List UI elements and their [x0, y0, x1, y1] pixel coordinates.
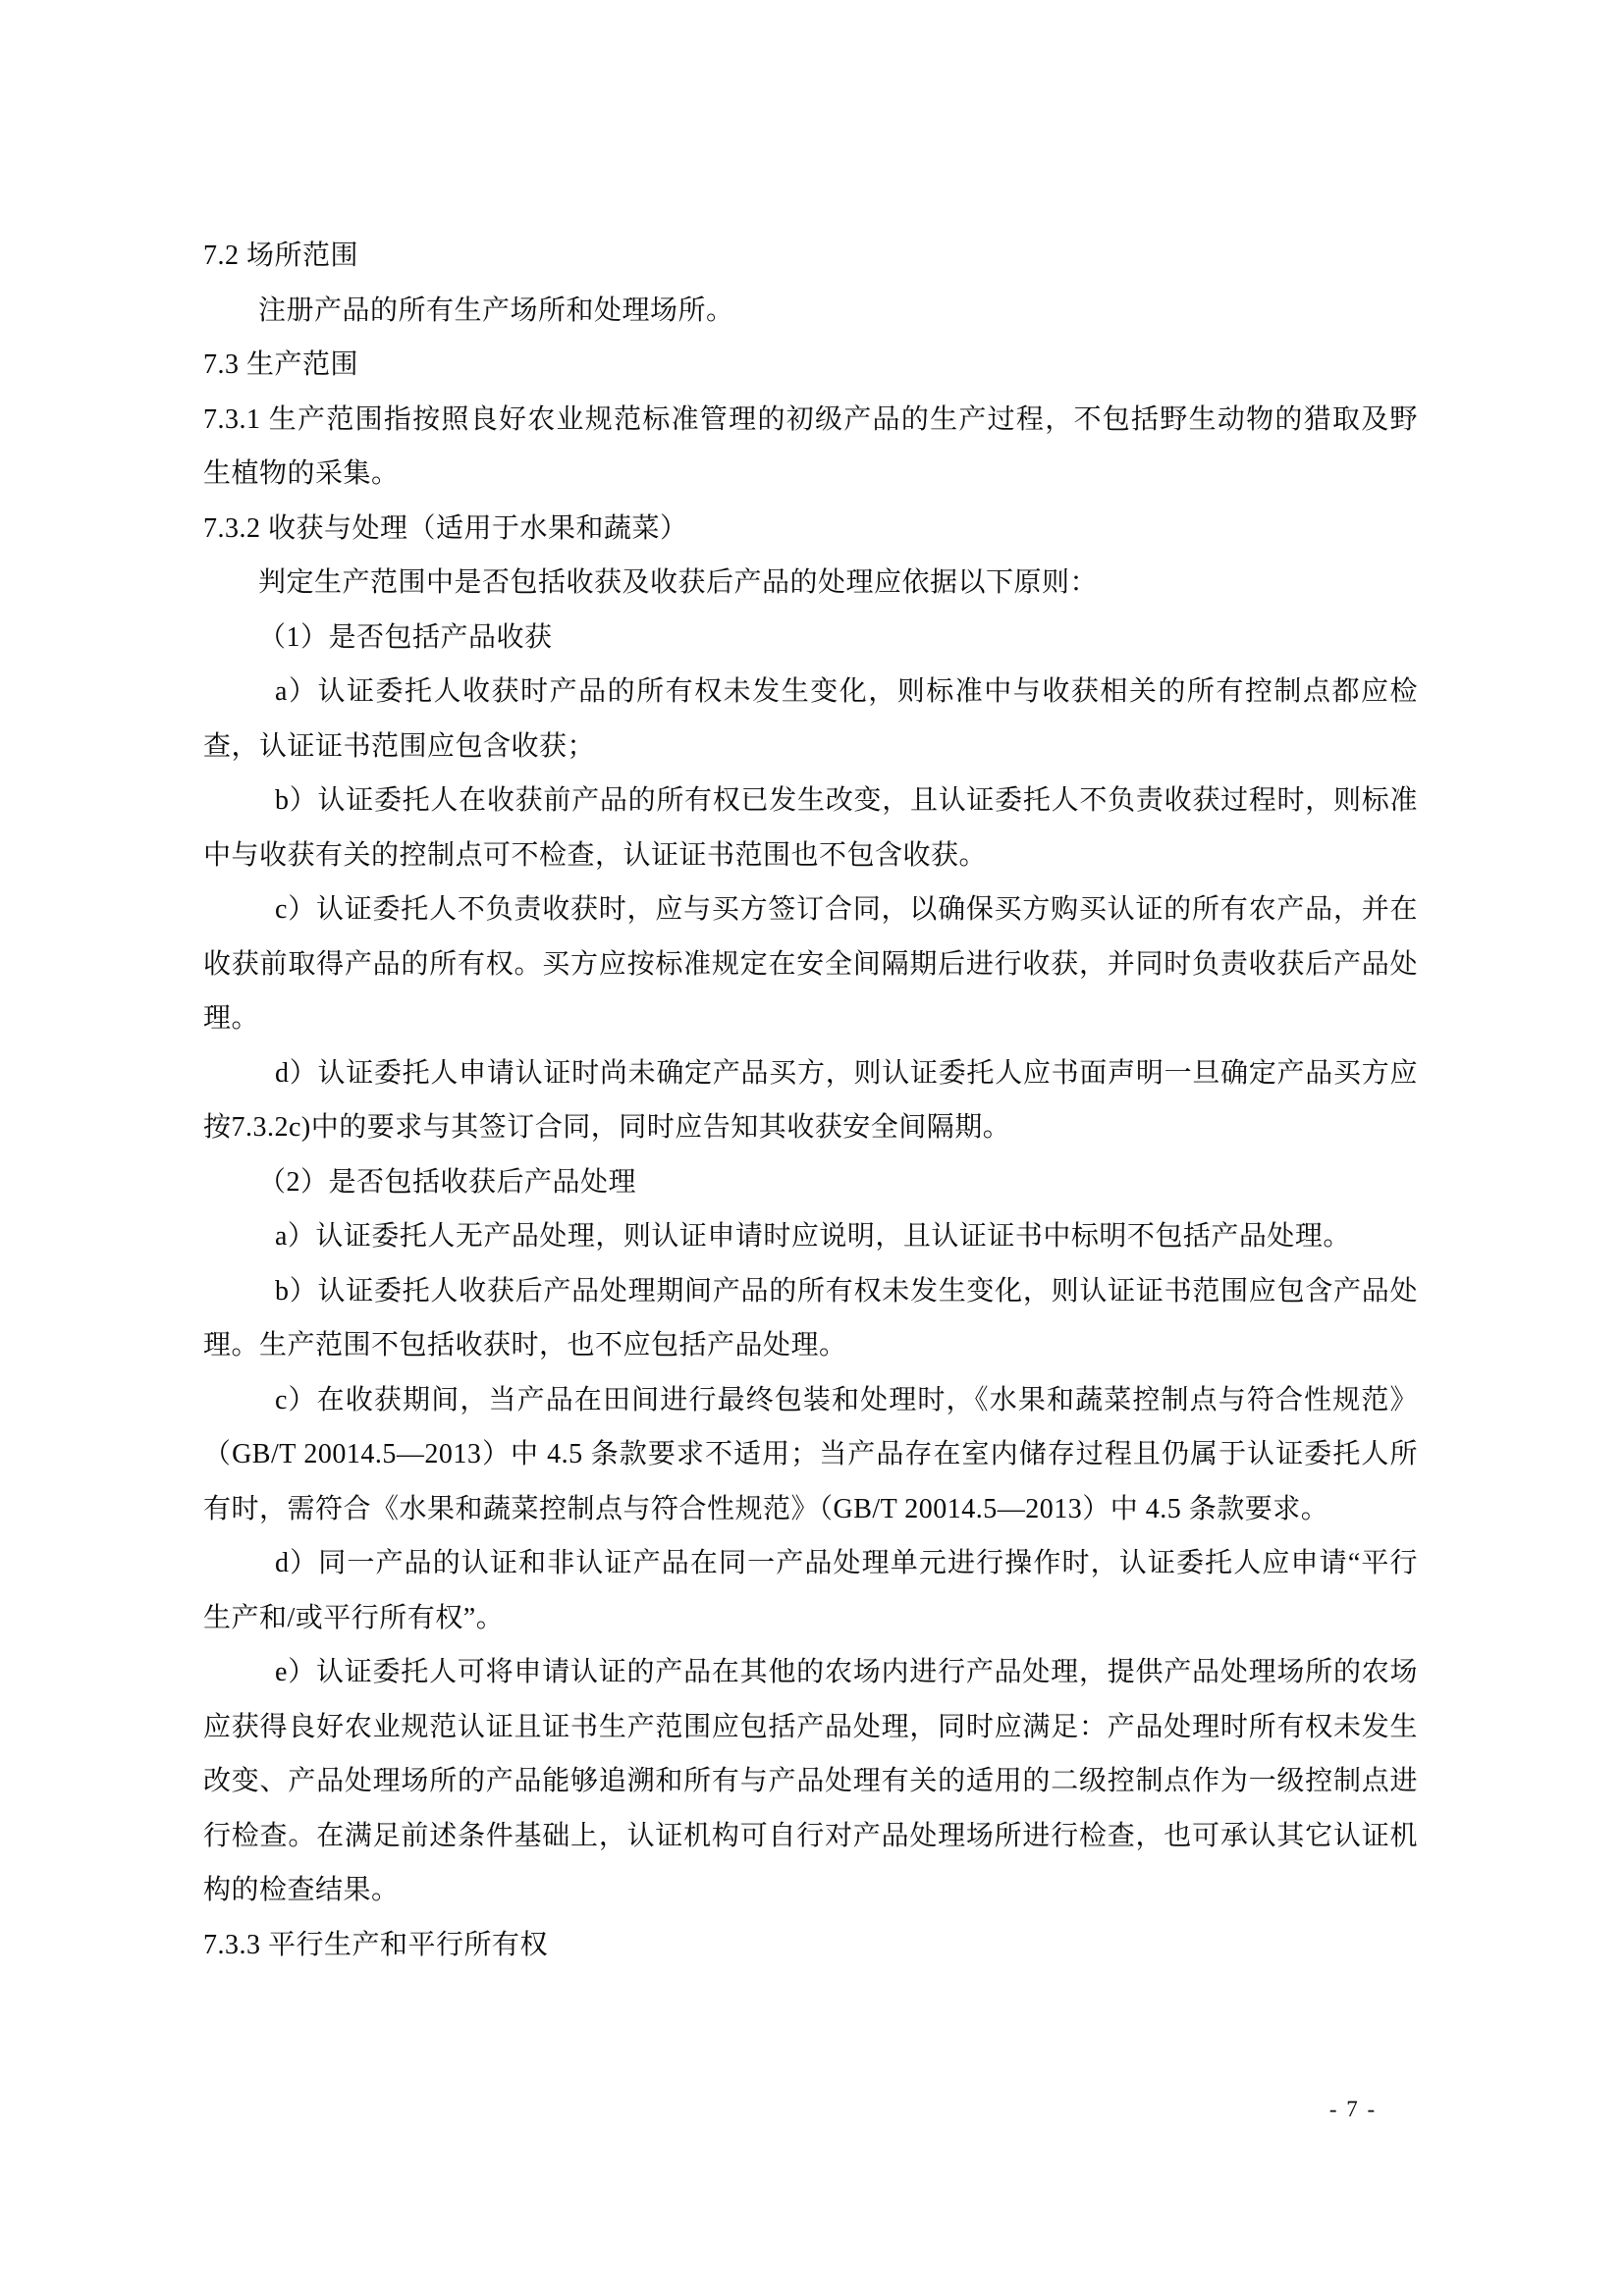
list-item-d: d）同一产品的认证和非认证产品在同一产品处理单元进行操作时，认证委托人应申请“平行: [275, 1548, 1418, 1578]
text-line: （GB/T 20014.5—2013）中 4.5 条款要求不适用；当产品存在室内储存过程且仍属于认证委托人所: [203, 1439, 1418, 1469]
text-line: 中与收获有关的控制点可不检查，认证证书范围也不包含收获。: [203, 839, 988, 871]
section-heading-7-3-3: 7.3.3 平行生产和平行所有权: [203, 1929, 549, 1960]
list-item-c: c）认证委托人不负责收获时，应与买方签订合同，以确保买方购买认证的所有农产品，并在: [275, 894, 1418, 925]
text-line: 按7.3.2c)中的要求与其签订合同，同时应告知其收获安全间隔期。: [203, 1112, 1011, 1143]
text-line: 理。: [203, 1003, 260, 1034]
text-line: 应获得良好农业规范认证且证书生产范围应包括产品处理，同时应满足：产品处理时所有权未发生: [203, 1711, 1418, 1742]
text-line: 改变、产品处理场所的产品能够追溯和所有与产品处理有关的适用的二级控制点作为一级控制点进: [203, 1766, 1418, 1796]
section-heading-7-2: 7.2 场所范围: [203, 240, 359, 271]
text-line: 收获前取得产品的所有权。买方应按标准规定在安全间隔期后进行收获，并同时负责收获后产品处: [203, 948, 1418, 980]
document-body: [203, 229, 1418, 1972]
text-line: 生植物的采集。: [203, 458, 400, 489]
list-item-b: b）认证委托人在收获前产品的所有权已发生改变，且认证委托人不负责收获过程时，则标准: [275, 785, 1418, 816]
list-item-1: （1）是否包括产品收获: [258, 621, 553, 653]
text-line: 理。生产范围不包括收获时，也不应包括产品处理。: [203, 1330, 847, 1361]
section-heading-7-3-2: 7.3.2 收获与处理（适用于水果和蔬菜）: [203, 512, 688, 544]
section-heading-7-3-1: 7.3.1 生产范围指按照良好农业规范标准管理的初级产品的生产过程，不包括野生动物的猎取及野: [203, 403, 1418, 435]
list-item-b: b）认证委托人收获后产品处理期间产品的所有权未发生变化，则认证证书范围应包含产品处: [275, 1275, 1418, 1307]
text-line: 行检查。在满足前述条件基础上，认证机构可自行对产品处理场所进行检查，也可承认其它认证机: [203, 1820, 1418, 1851]
list-item-d: d）认证委托人申请认证时尚未确定产品买方，则认证委托人应书面声明一旦确定产品买方应: [275, 1057, 1418, 1089]
list-item-e: e）认证委托人可将申请认证的产品在其他的农场内进行产品处理，提供产品处理场所的农场: [275, 1657, 1418, 1687]
list-item-c: c）在收获期间，当产品在田间进行最终包装和处理时，《水果和蔬菜控制点与符合性规范》: [275, 1384, 1418, 1415]
section-heading-7-3: 7.3 生产范围: [203, 349, 359, 380]
text-line: 查，认证证书范围应包含收获；: [203, 730, 596, 762]
page-number: - 7 -: [1328, 2097, 1378, 2121]
text-line: 构的检查结果。: [203, 1875, 400, 1905]
text-line: 注册产品的所有生产场所和处理场所。: [258, 294, 734, 326]
text-line: 判定生产范围中是否包括收获及收获后产品的处理应依据以下原则：: [258, 567, 1099, 598]
text-line: 生产和/或平行所有权”。: [203, 1602, 505, 1633]
text-line: 有时，需符合《水果和蔬菜控制点与符合性规范》（GB/T 20014.5—2013）中 4.5 条款要求。: [203, 1493, 1329, 1524]
list-item-2: （2）是否包括收获后产品处理: [258, 1166, 637, 1198]
list-item-a: a）认证委托人收获时产品的所有权未发生变化，则标准中与收获相关的所有控制点都应检: [275, 676, 1418, 707]
list-item-a: a）认证委托人无产品处理，则认证申请时应说明，且认证证书中标明不包括产品处理。: [275, 1221, 1351, 1252]
